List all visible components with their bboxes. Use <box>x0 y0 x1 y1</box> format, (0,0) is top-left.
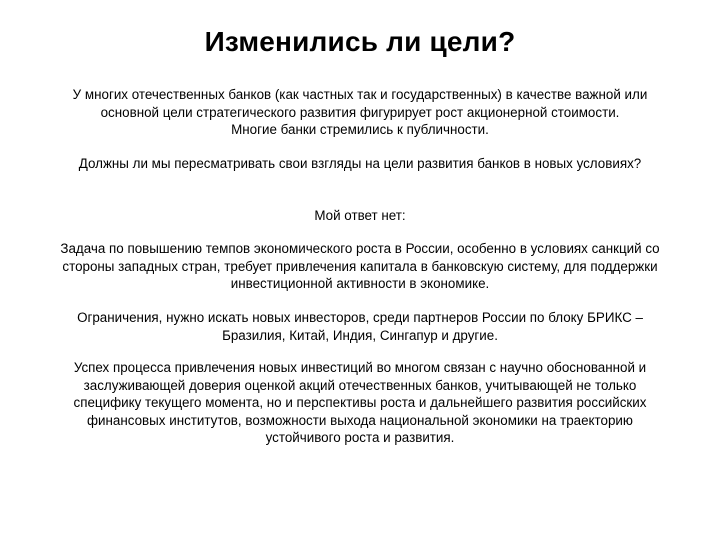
slide-title: Изменились ли цели? <box>204 26 516 57</box>
text-line: специфику текущего момента, но и перспективы роста и дальнейшего развития российских <box>73 395 647 410</box>
text-line: устойчивого роста и развития. <box>265 430 455 445</box>
text-line: Бразилия, Китай, Индия, Сингапур и другие. <box>222 327 498 343</box>
paragraph-bank-goals <box>40 86 680 139</box>
text-line: Ограничения, нужно искать новых инвесторов, среди партнеров России по блоку БРИКС – <box>77 310 643 325</box>
paragraph-investors <box>40 309 680 344</box>
paragraph-success <box>40 359 680 447</box>
paragraph-question <box>40 155 680 173</box>
text-line: стороны западных стран, требует привлечения капитала в банковскую систему, для поддержки <box>62 258 658 274</box>
paragraph-growth-task <box>40 240 680 293</box>
text-line: У многих отечественных банков (как частных так и государственных) в качестве важной или <box>72 87 648 102</box>
text-line: Мой ответ нет: <box>314 208 406 223</box>
text-line: финансовых институтов, возможности выхода национальной экономики на траекторию <box>87 412 633 428</box>
text-line: инвестиционной активности в экономике. <box>230 276 490 291</box>
text-line: основной цели стратегического развития фигурирует рост акционерной стоимости. <box>100 104 620 120</box>
text-line: Должны ли мы пересматривать свои взгляды на цели развития банков в новых условиях? <box>78 156 642 171</box>
text-line: Успех процесса привлечения новых инвестиций во многом связан с научно обоснованной и <box>73 360 647 375</box>
text-line: заслуживающей доверия оценкой акций отечественных банков, учитывающей не только <box>83 377 637 393</box>
text-line: Задача по повышению темпов экономического роста в России, особенно в условиях санкций со <box>60 241 660 256</box>
text-line: Многие банки стремились к публичности. <box>231 122 489 137</box>
paragraph-answer <box>40 207 680 225</box>
